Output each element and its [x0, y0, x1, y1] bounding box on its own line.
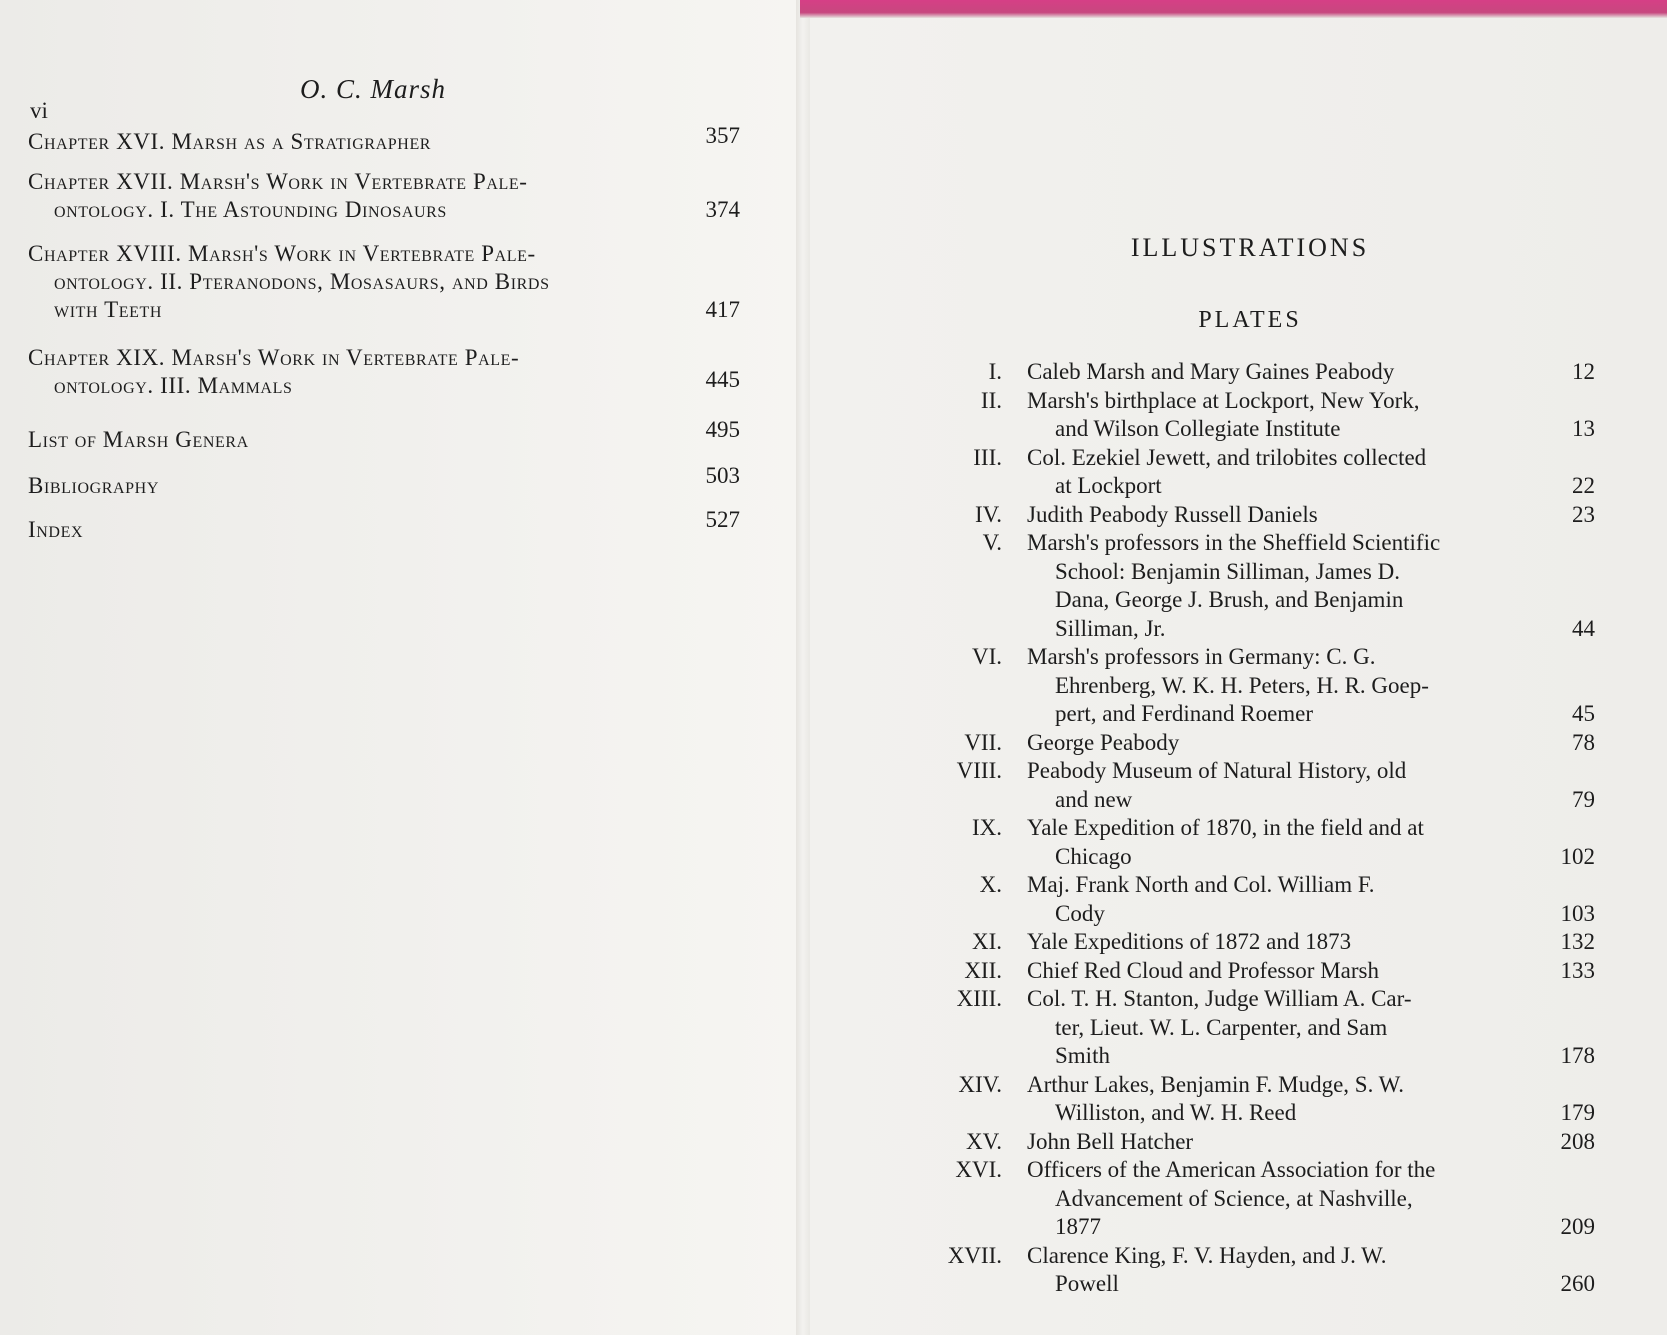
plate-page: 209 [1560, 1214, 1595, 1239]
plate-page: 13 [1572, 416, 1595, 441]
plate-caption [1027, 985, 1509, 1071]
plate-caption-line: Yale Expedition of 1870, in the field and at [1027, 815, 1424, 840]
plate-page: 102 [1560, 843, 1595, 869]
plate-caption-line: School: Benjamin Silliman, James D. [1055, 558, 1400, 584]
toc-entry-page: 503 [705, 463, 740, 488]
plate-page: 179 [1560, 1100, 1595, 1125]
plate-caption [1027, 1071, 1509, 1128]
plate-caption [1027, 957, 1509, 986]
plate-caption [1027, 1128, 1509, 1157]
toc-entry-title: Chapter XVII. Marsh's Work in Vertebrate Pale- ontology. I. The Astounding Dinosaurs [28, 169, 528, 222]
plate-page: 103 [1560, 900, 1595, 926]
plate-caption-line: Clarence King, F. V. Hayden, and J. W. [1027, 1242, 1387, 1268]
plate-caption-line: Smith [1055, 1043, 1110, 1068]
plate-caption-line: pert, and Ferdinand Roemer [1055, 701, 1314, 726]
plate-number: XIII. [956, 986, 1002, 1011]
plate-caption-line: Silliman, Jr. [1055, 615, 1166, 641]
plate-number: XVI. [955, 1157, 1002, 1182]
plates-subheading: PLATES [1198, 307, 1302, 333]
plate-caption-line: and Wilson Collegiate Institute [1055, 416, 1341, 441]
plate-caption [1027, 444, 1509, 501]
plate-caption [1027, 529, 1509, 643]
plate-page: 44 [1572, 615, 1595, 641]
plate-caption [1027, 928, 1509, 957]
toc-entry-list-of-genera [28, 417, 740, 454]
plate-caption [1027, 387, 1509, 444]
plate-caption-line: Williston, and W. H. Reed [1055, 1100, 1297, 1125]
running-head: O. C. Marsh [300, 74, 447, 104]
plate-number: XIV. [958, 1071, 1002, 1097]
plate-page: 260 [1560, 1271, 1595, 1296]
toc-entry-title: Bibliography [28, 473, 159, 498]
plate-caption-line: Powell [1055, 1271, 1119, 1296]
plate-page: 78 [1572, 729, 1595, 755]
plate-caption [1027, 814, 1509, 871]
plate-number: VIII. [956, 758, 1002, 783]
plate-page: 178 [1560, 1043, 1595, 1068]
plate-caption-line: Arthur Lakes, Benjamin F. Mudge, S. W. [1027, 1071, 1404, 1097]
plate-caption-line: George Peabody [1027, 729, 1180, 755]
plate-number: I. [988, 359, 1002, 384]
plate-caption-line: Cody [1055, 900, 1105, 926]
plate-caption-line: Dana, George J. Brush, and Benjamin [1055, 587, 1404, 612]
plate-number: III. [973, 444, 1002, 470]
toc-entry-title: Chapter XIX. Marsh's Work in Vertebrate Pale- ontology. III. Mammals [28, 345, 520, 398]
plate-caption-line: Col. Ezekiel Jewett, and trilobites collected [1027, 444, 1427, 470]
toc-entry-title: Chapter XVI. Marsh as a Stratigrapher [28, 129, 432, 154]
plate-caption [1027, 1156, 1509, 1242]
plate-caption [1027, 729, 1509, 758]
plate-caption-line: Caleb Marsh and Mary Gaines Peabody [1027, 359, 1395, 384]
toc-entry-chapter-xvii [28, 168, 740, 224]
plate-caption-line: Maj. Frank North and Col. William F. [1027, 872, 1375, 897]
plate-caption-line: Advancement of Science, at Nashville, [1055, 1185, 1413, 1211]
plate-caption-line: Peabody Museum of Natural History, old [1027, 758, 1407, 783]
toc-entry-chapter-xix [28, 344, 740, 400]
plate-page: 12 [1572, 359, 1595, 384]
plate-caption-line: 1877 [1055, 1214, 1101, 1239]
plate-caption-line: at Lockport [1055, 473, 1162, 498]
plate-number: VI. [971, 644, 1002, 669]
toc-entry-chapter-xvi [28, 123, 740, 156]
toc-entry-title: Chapter XVIII. Marsh's Work in Vertebrate Pale- ontology. II. Pteranodons, Mosasaurs, and Birds with Teeth [28, 241, 550, 322]
plate-caption-line: Yale Expeditions of 1872 and 1873 [1027, 929, 1352, 954]
plate-caption-line: Marsh's birthplace at Lockport, New York, [1027, 387, 1420, 413]
plate-caption [1027, 501, 1509, 530]
plate-number: V. [982, 530, 1002, 555]
plate-caption-line: Ehrenberg, W. K. H. Peters, H. R. Goep- [1055, 672, 1429, 698]
illustrations-heading: ILLUSTRATIONS [1130, 233, 1370, 262]
toc-entry-page: 527 [705, 507, 740, 532]
plate-caption-line: Marsh's professors in Germany: C. G. [1027, 644, 1376, 669]
plate-caption [1027, 358, 1509, 387]
toc-entry-page: 357 [705, 123, 740, 148]
plate-caption [1027, 757, 1509, 814]
page-folio: vi [30, 98, 48, 123]
plate-caption-line: Chief Red Cloud and Professor Marsh [1027, 957, 1379, 983]
plate-caption-line: Judith Peabody Russell Daniels [1027, 501, 1318, 527]
toc-entry-page: 445 [705, 367, 740, 392]
plate-caption [1027, 1242, 1509, 1299]
toc-entry-page: 374 [705, 197, 740, 222]
plate-number: VII. [964, 729, 1002, 755]
toc-entry-title: Index [28, 517, 84, 542]
plate-number: IX. [971, 815, 1002, 840]
plate-caption-line: Officers of the American Association for the [1027, 1157, 1436, 1182]
plate-caption-line: Col. T. H. Stanton, Judge William A. Car- [1027, 986, 1412, 1011]
plate-page: 208 [1560, 1128, 1595, 1154]
toc-entry-chapter-xviii [28, 240, 740, 324]
plate-number: XII. [964, 957, 1002, 983]
plate-page: 133 [1560, 957, 1595, 983]
plate-number: II. [980, 387, 1002, 413]
plate-page: 45 [1572, 701, 1595, 726]
plate-number: IV. [974, 501, 1002, 527]
toc-entry-page: 417 [705, 297, 740, 322]
toc-entry-page: 495 [705, 417, 740, 442]
plate-caption-line: and new [1055, 786, 1133, 812]
toc-entry-title: List of Marsh Genera [28, 427, 249, 452]
plate-page: 132 [1560, 929, 1595, 954]
plate-caption [1027, 871, 1509, 928]
plate-number: XV. [965, 1128, 1002, 1154]
toc-entry-bibliography [28, 463, 740, 500]
plate-caption-line: ter, Lieut. W. L. Carpenter, and Sam [1055, 1014, 1388, 1040]
plate-caption-line: Marsh's professors in the Sheffield Scientific [1027, 530, 1441, 555]
plate-page: 22 [1572, 473, 1595, 498]
plate-page: 79 [1572, 786, 1595, 812]
plate-number: XVII. [947, 1242, 1002, 1268]
plate-caption-line: John Bell Hatcher [1027, 1128, 1194, 1154]
plate-number: XI. [971, 929, 1002, 954]
book-gutter [796, 0, 810, 1335]
plate-page: 23 [1572, 501, 1595, 527]
plate-number: X. [979, 872, 1002, 897]
plate-caption-line: Chicago [1055, 843, 1132, 869]
toc-entry-index [28, 507, 740, 544]
pink-background-edge [800, 0, 1667, 18]
plate-caption [1027, 643, 1509, 729]
